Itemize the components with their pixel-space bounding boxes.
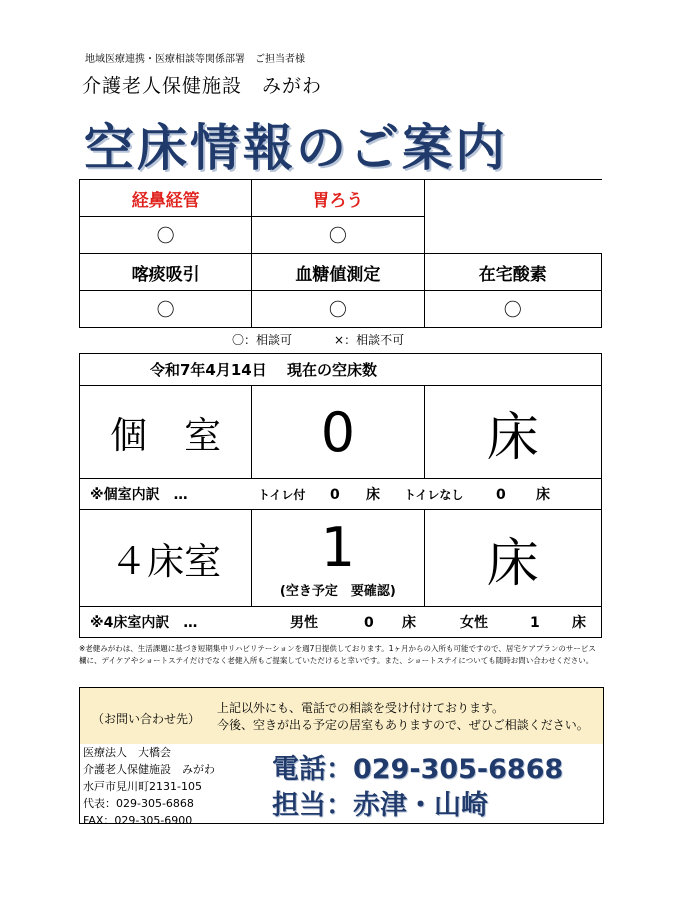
service-label: 胃ろう [252, 180, 424, 217]
unit-label: 床 [424, 386, 602, 479]
vacancy-heading: 令和7年4月14日 現在の空床数 [80, 354, 602, 386]
service-mark: 〇 [252, 217, 424, 254]
private-room-count: 0 [252, 386, 424, 479]
unit-label: 床 [402, 615, 416, 631]
male-count: 0 [364, 615, 374, 631]
toilet-without-count: 0 [496, 487, 506, 503]
service-mark: 〇 [424, 291, 602, 328]
corporation-info [83, 744, 215, 829]
unit-label: 床 [536, 487, 550, 503]
page-title: 空床情報のご案内 [84, 119, 508, 177]
corporation-facility: 介護老人保健施設 みがわ [83, 763, 215, 776]
service-table [79, 179, 602, 328]
service-label: 在宅酸素 [424, 254, 602, 291]
contact-message-line: 今後、空きが出る予定の居室もありますので、ぜひご相談ください。 [217, 718, 589, 732]
female-label: 女性 [460, 615, 488, 631]
footnote: ※老健みがわは、生活課題に基づき短期集中リハビリテーションを週7日提供しております。1ヶ月からの入所も可能ですので、居宅ケアプランのサービス欄に、デイケアやショートステイだけでなく老健入所もご提案していただけると幸いです。また、ショートステイについても随時お問い合わせください。 [79, 644, 596, 665]
corporation-address: 水戸市見川町2131-105 [83, 780, 202, 793]
toilet-without: トイレなし [404, 488, 464, 502]
service-label: 経鼻経管 [80, 180, 252, 217]
contact-message [217, 700, 589, 734]
unit-label: 床 [572, 615, 586, 631]
corporation-fax: FAX：029-305-6900 [83, 814, 193, 827]
quad-breakdown-label: ※4床室内訳 … [90, 615, 198, 631]
contact-heading: （お問い合わせ先） [92, 712, 201, 726]
quad-breakdown [80, 607, 602, 638]
addressee: 地域医療連携・医療相談等関係部署 ご担当者様 [85, 54, 305, 65]
service-mark: 〇 [80, 217, 252, 254]
female-count: 1 [530, 615, 540, 631]
contact-message-line: 上記以外にも、電話での相談を受け付けております。 [217, 701, 505, 715]
unit-label: 床 [424, 510, 602, 607]
quad-room-cell [252, 510, 424, 607]
service-label: 喀痰吸引 [80, 254, 252, 291]
empty-cell [424, 180, 602, 254]
service-mark: 〇 [80, 291, 252, 328]
unit-label: 床 [366, 487, 380, 503]
private-room-label: 個 室 [80, 386, 252, 479]
phone-number: 電話：029-305-6868 [272, 754, 564, 785]
corporation-name: 医療法人 大橋会 [83, 746, 171, 759]
private-breakdown-label: ※個室内訳 … [90, 487, 188, 503]
quad-room-count: 1 [320, 515, 356, 579]
toilet-with: トイレ付 [258, 488, 306, 502]
male-label: 男性 [290, 615, 318, 631]
service-mark: 〇 [252, 291, 424, 328]
legend-ng: ×：相談不可 [334, 333, 405, 347]
quad-room-note: (空き予定 要確認) [279, 583, 396, 599]
service-label: 血糖値測定 [252, 254, 424, 291]
private-breakdown [80, 479, 602, 510]
facility-name: 介護老人保健施設 みがわ [82, 75, 323, 97]
corporation-tel: 代表：029-305-6868 [83, 797, 194, 810]
toilet-with-count: 0 [330, 487, 340, 503]
contact-box [79, 687, 604, 827]
staff-names: 担当：赤津・山崎 [272, 790, 488, 821]
legend-ok: 〇：相談可 [232, 333, 293, 347]
vacancy-table [79, 353, 602, 638]
quad-room-label: ４床室 [80, 510, 252, 607]
legend [232, 331, 446, 348]
